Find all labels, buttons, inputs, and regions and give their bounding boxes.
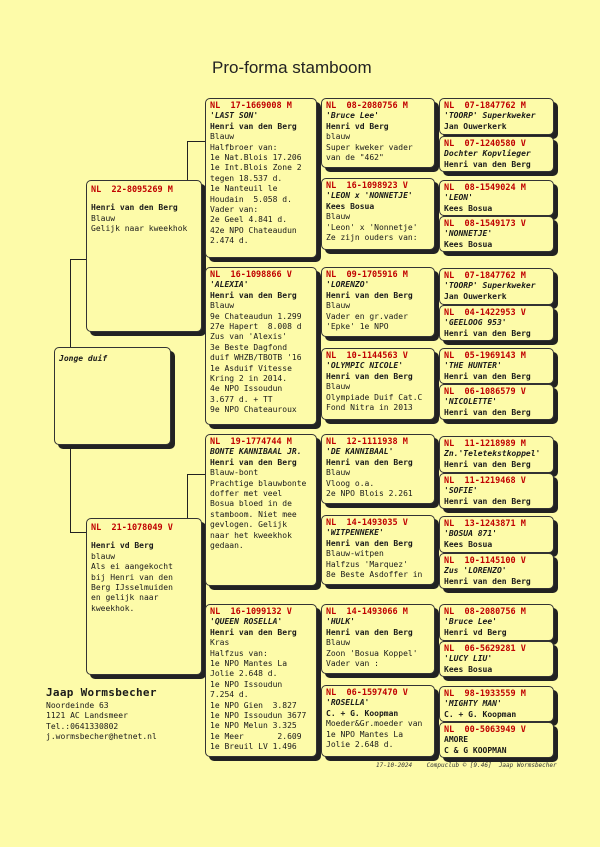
pigeon-name: 'WITPENNEKE' (326, 528, 384, 538)
owner-name: Henri van den Berg (210, 627, 297, 637)
info-line: naar het kweekhok (210, 530, 292, 540)
owner-name: Henri van den Berg (444, 328, 531, 338)
info-line: Vader en gr.vader (326, 311, 408, 321)
owner-name: Henri van den Berg (210, 290, 297, 300)
owner-name: C. + G. Koopman (444, 709, 517, 719)
ring-number: NL 07-1240580 V (444, 139, 526, 149)
pigeon-name: 'BOSUA 871' (444, 529, 497, 539)
pigeon-name: 'ROSELLA' (326, 698, 370, 708)
info-line: Zoon 'Bosua Koppel' (326, 648, 418, 658)
info-line: Halfzus 'Marquez' (326, 559, 408, 569)
subject-box[interactable] (54, 347, 171, 445)
subject-label: Jonge duif (59, 354, 108, 363)
pedigree-box-gen4[interactable] (439, 722, 554, 758)
pedigree-box-gen3[interactable] (321, 515, 435, 585)
owner-name: Kees Bosua (444, 203, 493, 213)
pedigree-box-gen2[interactable] (205, 434, 317, 586)
pedigree-box-gen4[interactable] (439, 136, 554, 172)
info-line: Blauw (91, 213, 116, 223)
info-line: Super kweker vader (326, 142, 413, 152)
pigeon-name: 'OLYMPIC NICOLE' (326, 361, 404, 371)
owner-name: Henri van den Berg (326, 627, 413, 637)
ring-number: NL 06-1086579 V (444, 387, 526, 397)
owner-name: Henri van den Berg (444, 407, 531, 417)
info-line: 1e NPO Melun 3.325 (210, 721, 297, 731)
pigeon-name: 'TOORP' Superkweker (444, 281, 536, 291)
pedigree-box-gen4[interactable] (439, 604, 554, 641)
ring-number: NL 21-1078049 V (91, 523, 173, 533)
pigeon-name: 'LUCY LIU' (444, 654, 493, 664)
ring-number: NL 08-2080756 M (444, 607, 526, 617)
info-line: Jolie 2.648 d. (210, 669, 278, 679)
owner-name: Jan Ouwerkerk (444, 291, 507, 301)
page-title: Pro-forma stamboom (212, 58, 372, 77)
pigeon-name: Zus 'LORENZO' (444, 566, 507, 576)
owner-name: Kees Bosua (444, 664, 493, 674)
pigeon-name: 'QUEEN ROSELLA' (210, 617, 283, 627)
info-line: Halfbroer van: (210, 142, 278, 152)
pigeon-name: 'Bruce Lee' (444, 617, 497, 627)
pedigree-box-gen3[interactable] (321, 267, 435, 337)
pigeon-name: AMORE (444, 735, 469, 745)
info-line: tegen 18.537 d. (210, 173, 283, 183)
info-line: 'Epke' 1e NPO (326, 322, 389, 332)
pigeon-name: 'LAST SON' (210, 111, 259, 121)
info-line: Blauw (326, 212, 351, 222)
info-line: Moeder&Gr.moeder van (326, 719, 423, 729)
ring-number: NL 06-1597470 V (326, 688, 408, 698)
info-line: Blauw (326, 301, 351, 311)
info-line: Prachtige blauwbonte (210, 478, 307, 488)
info-line: 1e Meer 2.609 (210, 731, 302, 741)
ring-number: NL 05-1969143 M (444, 351, 526, 361)
info-line: en gelijk naar (91, 593, 159, 603)
info-line: 27e Hapert 8.008 d (210, 322, 302, 332)
info-line: 2e Geel 4.841 d. (210, 215, 288, 225)
pigeon-name: 'LEON x 'NONNETJE' (326, 191, 413, 201)
pigeon-name: 'SOFIE' (444, 486, 478, 496)
info-line: Fond Nitra in 2013 (326, 403, 413, 413)
pedigree-box-gen2[interactable] (205, 98, 317, 258)
info-line: Als ei aangekocht (91, 562, 173, 572)
info-line: 3.677 d. + TT (210, 394, 273, 404)
info-line: Blauw-bont (210, 468, 259, 478)
pedigree-box-gen4[interactable] (439, 641, 554, 677)
pedigree-box-gen3[interactable] (321, 98, 435, 168)
pedigree-box-gen4[interactable] (439, 98, 554, 135)
pigeon-name: 'NICOLETTE' (444, 397, 497, 407)
info-line: bij Henri van den (91, 572, 173, 582)
pedigree-box-gen3[interactable] (321, 178, 435, 250)
info-line: 8e Beste Asdoffer in (326, 570, 423, 580)
info-line: blauw (326, 132, 351, 142)
ring-number: NL 10-1145100 V (444, 556, 526, 566)
info-line: 1e NPO Issoudun 3677 (210, 711, 307, 721)
owner-name: Henri van den Berg (326, 290, 413, 300)
pedigree-box-gen4[interactable] (439, 436, 554, 473)
info-line: 42e NPO Chateaudun (210, 225, 297, 235)
owner-name: Henri van den Berg (444, 159, 531, 169)
info-line: 9e Chateaudun 1.299 (210, 311, 302, 321)
owner-name: Henri vd Berg (326, 121, 389, 131)
owner-name: C & G KOOPMAN (444, 745, 507, 755)
ring-number: NL 10-1144563 V (326, 351, 408, 361)
info-line: Berg IJsselmuiden (91, 583, 173, 593)
info-line: 1e NPO Issoudun (210, 679, 283, 689)
info-line: Gelijk naar kweekhok (91, 224, 188, 234)
ring-number: NL 07-1847762 M (444, 271, 526, 281)
owner-name: Kees Bosua (444, 539, 493, 549)
owner-name: Henri van den Berg (444, 576, 531, 586)
pedigree-box-gen3[interactable] (321, 348, 435, 420)
info-line: Blauw (326, 382, 351, 392)
ring-number: NL 08-1549024 M (444, 183, 526, 193)
pedigree-box-gen4[interactable] (439, 686, 554, 722)
pedigree-box-gen4[interactable] (439, 473, 554, 509)
info-line: Blauw-witpen (326, 549, 384, 559)
info-line: Kring 2 in 2014. (210, 374, 288, 384)
pedigree-box-gen4[interactable] (439, 268, 554, 305)
info-line: Olympiade Duif Cat.C (326, 392, 423, 402)
info-line: Bosua bloed in de (210, 499, 292, 509)
ring-number: NL 09-1705916 M (326, 270, 408, 280)
info-line: Vader van : (326, 659, 379, 669)
pedigree-box-gen2[interactable] (205, 267, 317, 425)
info-line: 1e Asduif Vitesse (210, 363, 292, 373)
info-line: 2.474 d. (210, 236, 249, 246)
info-line: 1e NPO Mantes La (210, 659, 288, 669)
ring-number: NL 08-1549173 V (444, 219, 526, 229)
info-line: Vloog o.a. (326, 478, 375, 488)
owner-name: Henri vd Berg (91, 541, 154, 551)
pedigree-box-dam[interactable] (86, 518, 202, 675)
ring-number: NL 98-1933559 M (444, 689, 526, 699)
pedigree-box-gen4[interactable] (439, 348, 554, 384)
info-line: gevlogen. Gelijk (210, 520, 288, 530)
pigeon-name: BONTE KANNIBAAL JR. (210, 447, 302, 457)
info-line: Kras (210, 638, 230, 648)
info-line: Blauw (210, 301, 235, 311)
pigeon-name: 'HULK' (326, 617, 355, 627)
pedigree-box-gen3[interactable] (321, 434, 435, 504)
pigeon-name: 'Bruce Lee' (326, 111, 379, 121)
footer-credit: 17-10-2024 Compuclub © [9.46] Jaap Wormsbecher (376, 762, 557, 769)
owner-name: Kees Bosua (326, 201, 375, 211)
info-line: stamboom. Niet mee (210, 509, 297, 519)
pedigree-box-gen4[interactable] (439, 384, 554, 420)
info-line: 2e NPO Blois 2.261 (326, 489, 413, 499)
info-line: gedaan. (210, 541, 244, 551)
pedigree-box-gen4[interactable] (439, 216, 554, 252)
pigeon-name: 'TOORP' Superkweker (444, 111, 536, 121)
ring-number: NL 16-1099132 V (210, 607, 292, 617)
info-line: van de "462" (326, 153, 384, 163)
info-line: Blauw (326, 468, 351, 478)
info-line: 3e Beste Dagfond (210, 342, 288, 352)
info-line: 'Leon' x 'Nonnetje' (326, 222, 418, 232)
ring-number: NL 22-8095269 M (91, 185, 173, 195)
pigeon-name: Zn.'Teletekstkoppel' (444, 449, 541, 459)
info-line: 1e Breuil LV 1.496 (210, 742, 297, 752)
info-line: duif WHZB/TBOTB '16 (210, 353, 302, 363)
pedigree-box-gen4[interactable] (439, 180, 554, 216)
ring-number: NL 11-1218989 M (444, 439, 526, 449)
pigeon-name: 'ALEXIA' (210, 280, 249, 290)
owner-name: Henri van den Berg (444, 496, 531, 506)
breeder-contact (46, 688, 157, 743)
ring-number: NL 07-1847762 M (444, 101, 526, 111)
info-line: 1e NPO Mantes La (326, 729, 404, 739)
pedigree-box-gen3[interactable] (321, 604, 435, 674)
breeder-email[interactable]: j.wormsbecher@hetnet.nl (46, 732, 157, 741)
owner-name: Henri van den Berg (210, 457, 297, 467)
ring-number: NL 00-5063949 V (444, 725, 526, 735)
ring-number: NL 12-1111938 M (326, 437, 408, 447)
owner-name: Henri van den Berg (326, 371, 413, 381)
info-line: 1e Nanteuil le (210, 184, 278, 194)
breeder-phone: Tel.:0641330802 (46, 721, 119, 731)
info-line: 9e NPO Chateauroux (210, 405, 297, 415)
info-line: Zus van 'Alexis' (210, 332, 288, 342)
info-line: 7.254 d. (210, 690, 249, 700)
info-line: Ze zijn ouders van: (326, 233, 418, 243)
pigeon-name: 'MIGHTY MAN' (444, 699, 502, 709)
pigeon-name: 'THE HUNTER' (444, 361, 502, 371)
ring-number: NL 14-1493035 V (326, 518, 408, 528)
info-line: Blauw (210, 132, 235, 142)
breeder-postcode: 1121 AC Landsmeer (46, 711, 128, 720)
pigeon-name: 'LORENZO' (326, 280, 370, 290)
info-line: doffer met veel (210, 489, 283, 499)
info-line: kweekhok. (91, 603, 135, 613)
info-line: blauw (91, 551, 116, 561)
ring-number: NL 11-1219468 V (444, 476, 526, 486)
breeder-name: Jaap Wormsbecher (46, 686, 157, 699)
info-line: 4e NPO Issoudun (210, 384, 283, 394)
info-line: 1e NPO Gien 3.827 (210, 700, 297, 710)
info-line: Houdain 5.058 d. (210, 194, 292, 204)
pigeon-name: 'GEELOOG 953' (444, 318, 507, 328)
ring-number: NL 19-1774744 M (210, 437, 292, 447)
owner-name: Jan Ouwerkerk (444, 121, 507, 131)
ring-number: NL 16-1098866 V (210, 270, 292, 280)
owner-name: Henri van den Berg (91, 203, 178, 213)
pedigree-box-gen3[interactable] (321, 685, 435, 757)
info-line: 1e Int.Blois Zone 2 (210, 163, 302, 173)
pedigree-box-gen4[interactable] (439, 553, 554, 589)
ring-number: NL 04-1422953 V (444, 308, 526, 318)
pigeon-name: 'NONNETJE' (444, 229, 493, 239)
pigeon-name: Dochter Kopvlieger (444, 149, 531, 159)
ring-number: NL 08-2080756 M (326, 101, 408, 111)
info-line: Jolie 2.648 d. (326, 740, 394, 750)
ring-number: NL 06-5629281 V (444, 644, 526, 654)
pigeon-name: 'LEON' (444, 193, 473, 203)
owner-name: Kees Bosua (444, 239, 493, 249)
ring-number: NL 13-1243871 M (444, 519, 526, 529)
pedigree-box-gen2[interactable] (205, 604, 317, 757)
owner-name: C. + G. Koopman (326, 708, 399, 718)
owner-name: Henri van den Berg (326, 457, 413, 467)
ring-number: NL 16-1098923 V (326, 181, 408, 191)
owner-name: Henri vd Berg (444, 627, 507, 637)
breeder-address: Noordeinde 63 (46, 700, 109, 710)
owner-name: Henri van den Berg (326, 538, 413, 548)
ring-number: NL 14-1493066 M (326, 607, 408, 617)
info-line: Vader van: (210, 205, 259, 215)
owner-name: Henri van den Berg (210, 121, 297, 131)
owner-name: Henri van den Berg (444, 459, 531, 469)
pedigree-box-gen4[interactable] (439, 305, 554, 341)
info-line: Blauw (326, 638, 351, 648)
pedigree-box-sire[interactable] (86, 180, 202, 332)
pigeon-name: 'DE KANNIBAAL' (326, 447, 394, 457)
info-line: Halfzus van: (210, 648, 268, 658)
info-line: 1e Nat.Blois 17.206 (210, 153, 302, 163)
ring-number: NL 17-1669008 M (210, 101, 292, 111)
pedigree-box-gen4[interactable] (439, 516, 554, 553)
owner-name: Henri van den Berg (444, 371, 531, 381)
